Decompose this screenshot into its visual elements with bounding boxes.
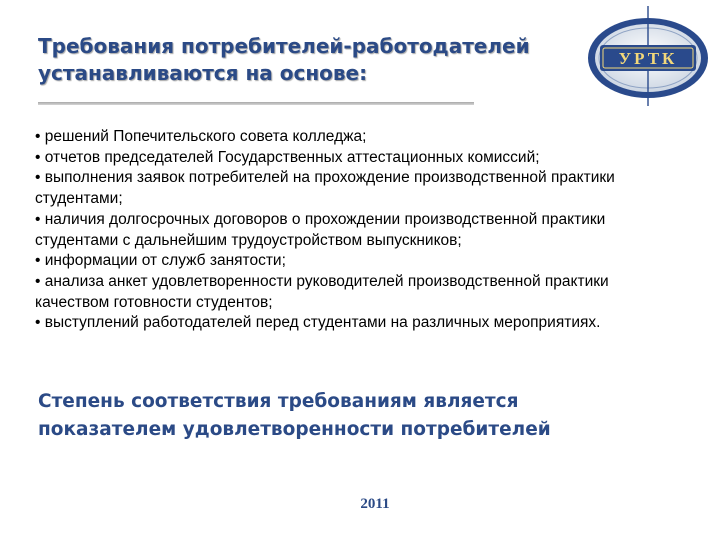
title-line-1: Требования потребителей-работодателей [38, 34, 530, 58]
year-label: 2011 [360, 496, 390, 512]
conclusion-line-1: Степень соответствия требованиям является [38, 391, 519, 412]
title-line-2: устанавливаются на основе: [38, 61, 368, 85]
list-item: • выполнения заявок потребителей на прохождение производственной практики студентами; [35, 169, 615, 208]
list-item: • решений Попечительского совета колледжа; [35, 128, 367, 145]
college-logo [582, 4, 714, 108]
list-item: • выступлений работодателей перед студентами на различных мероприятиях. [35, 314, 601, 332]
list-item: • анализа анкет удовлетворенности руководителей производственной практики качеством готовности студентов; [35, 272, 609, 311]
title-underline [38, 102, 474, 105]
conclusion-text [38, 388, 658, 444]
requirements-list [35, 127, 645, 334]
conclusion-line-2: показателем удовлетворенности потребителей [38, 419, 551, 440]
list-item: • наличия долгосрочных договоров о прохождении производственной практики студентами с дальнейшим трудоустройством выпускников; [35, 210, 606, 249]
list-item: • информации от служб занятости; [35, 252, 286, 270]
list-item: • отчетов председателей Государственных аттестационных комиссий; [35, 148, 540, 166]
logo-name: УРТК [618, 49, 678, 68]
slide-title [38, 33, 578, 87]
